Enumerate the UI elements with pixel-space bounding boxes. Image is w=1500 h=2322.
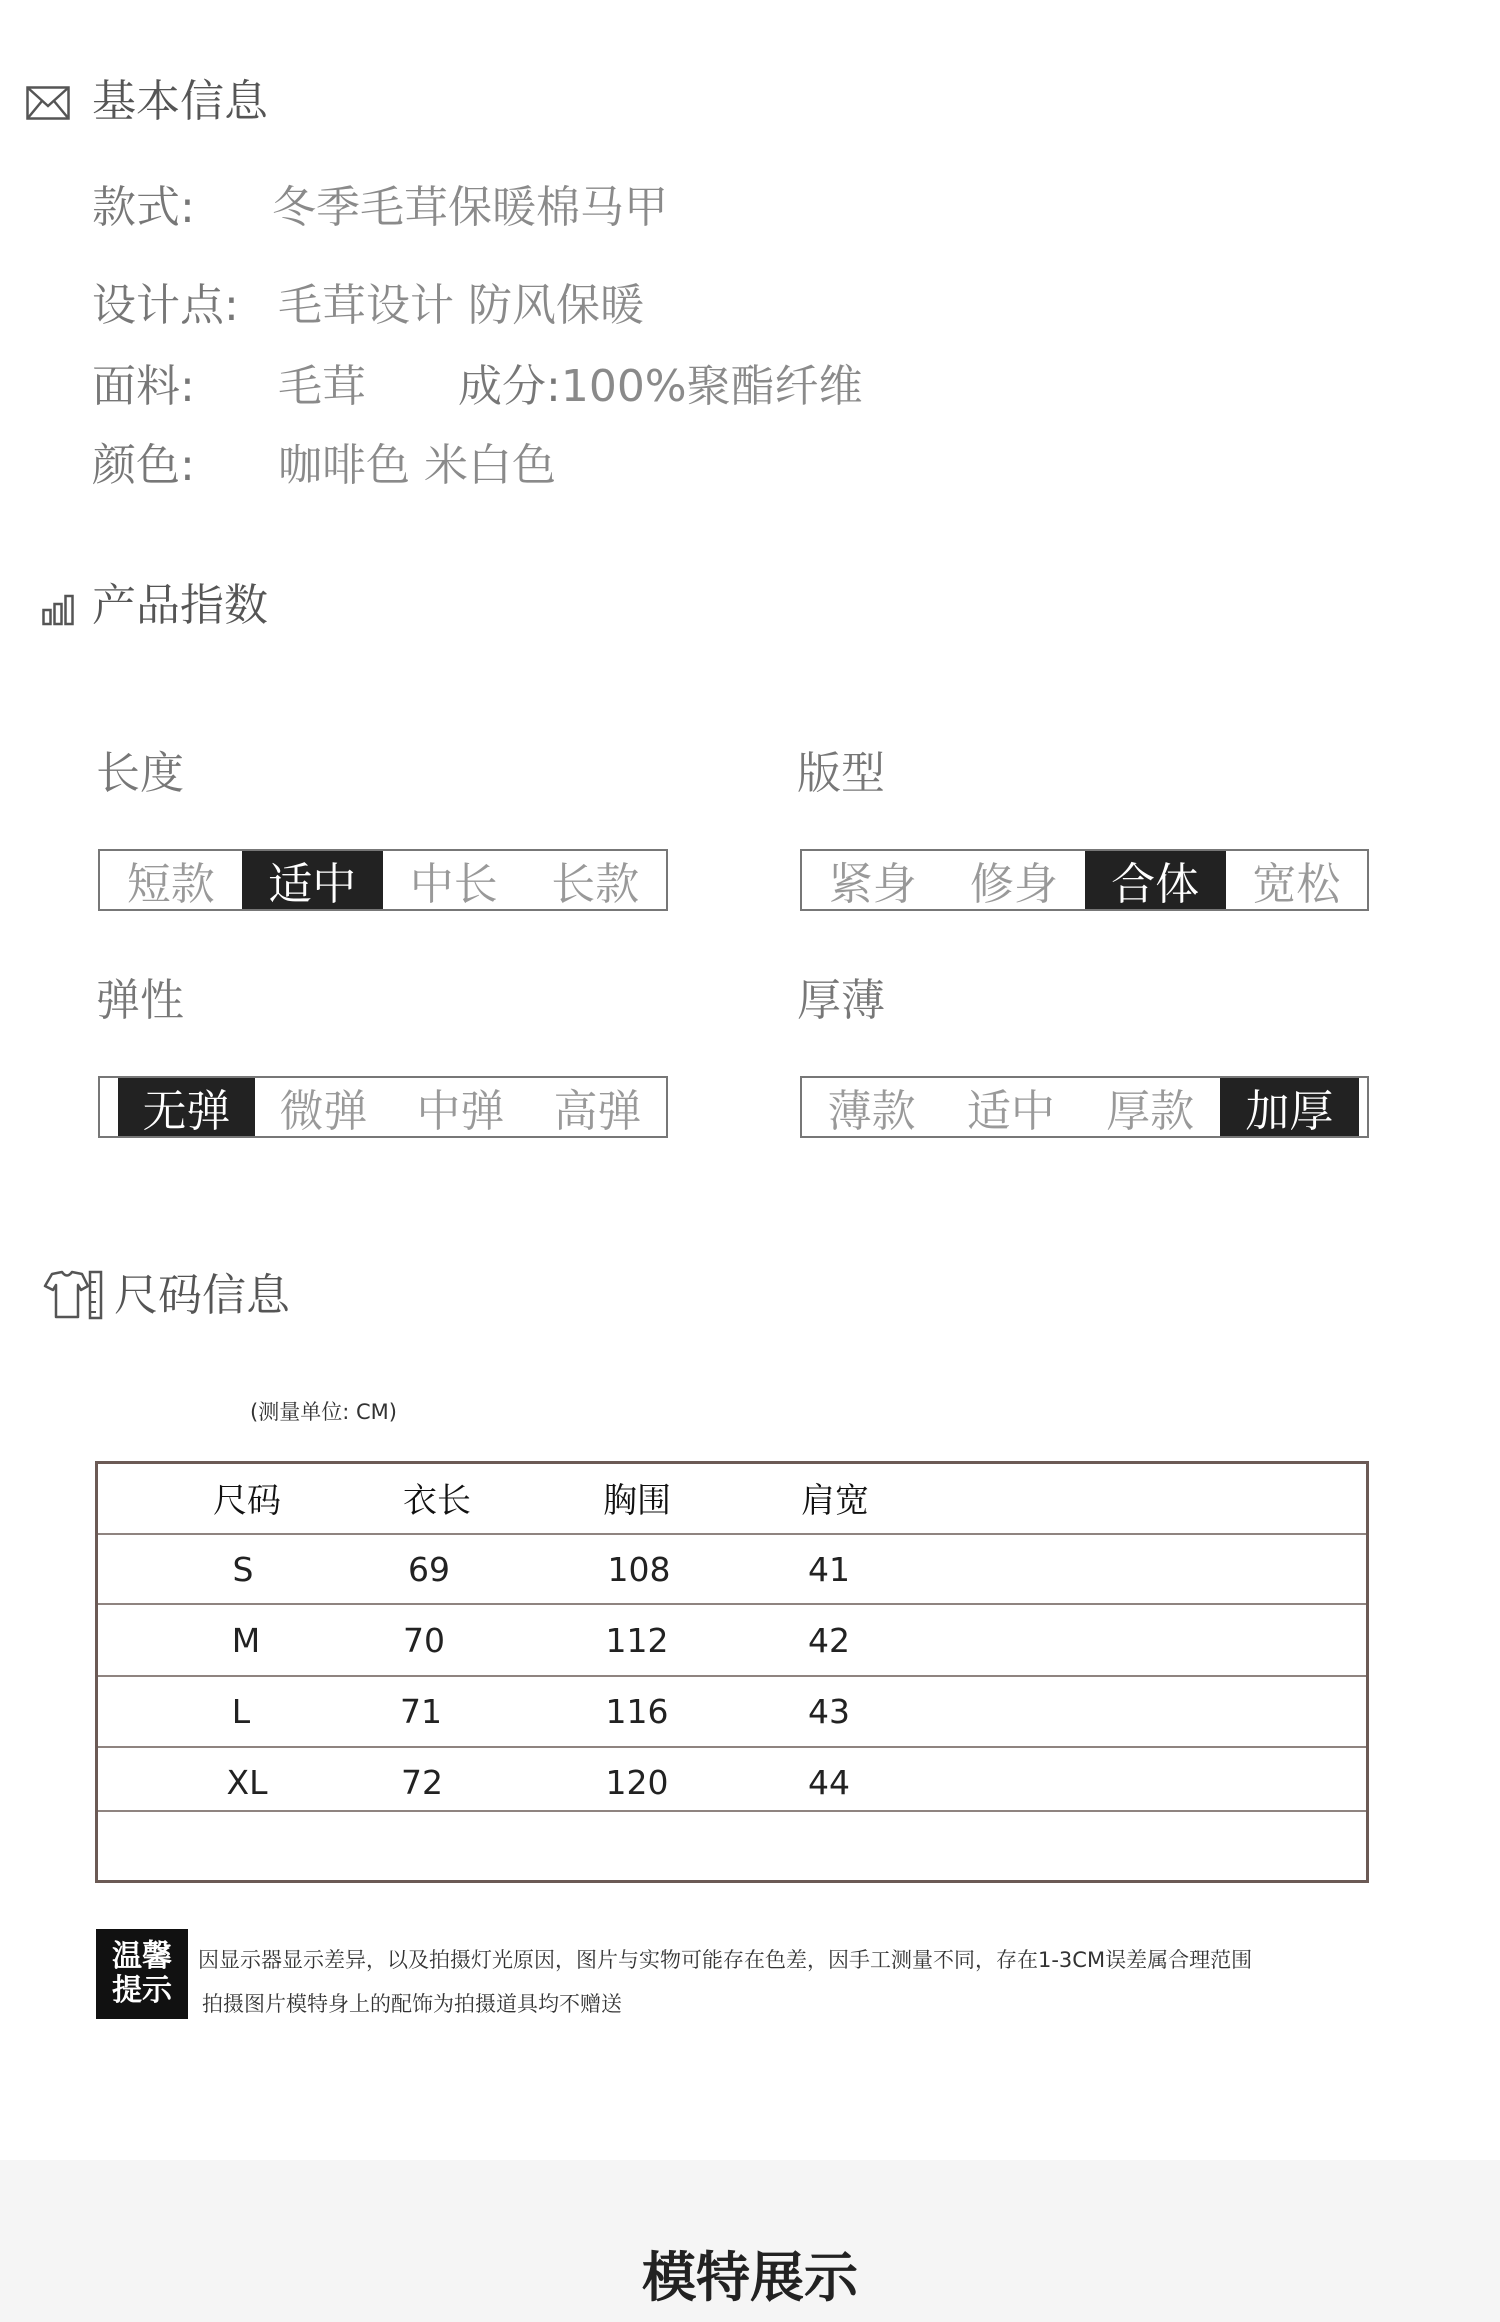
table-cell: S: [232, 1550, 254, 1589]
column-header-chest: 胸围: [603, 1481, 671, 1521]
composition-wrap: [458, 361, 863, 412]
fit-option-2: 合体: [1085, 851, 1226, 909]
color-value-wrap: [278, 440, 556, 491]
tshirt-ruler-icon: [40, 1270, 104, 1320]
color-value: 咖啡色 米白色: [278, 440, 556, 491]
table-divider: [98, 1603, 1366, 1605]
thickness-scale: [800, 1076, 1369, 1138]
envelope-icon: [26, 86, 70, 120]
color-label: 颜色:: [92, 440, 195, 491]
design-value: 毛茸设计 防风保暖: [278, 280, 644, 331]
column-header-shoulder: 肩宽: [801, 1481, 869, 1521]
fit-scale: [800, 849, 1369, 911]
model-section-title: 模特展示: [642, 2246, 858, 2309]
composition-value: 100%聚酯纤维: [560, 361, 863, 412]
size-info-title: 尺码信息: [114, 1270, 290, 1321]
elasticity-option-1: 微弹: [279, 1086, 368, 1137]
length-label: 长度: [96, 748, 184, 799]
fit-option-1: 修身: [969, 859, 1058, 910]
elasticity-scale: [98, 1076, 668, 1138]
thickness-label: 厚薄: [797, 975, 885, 1026]
length-option-1: 适中: [242, 851, 384, 909]
basic-info-title: 基本信息: [92, 76, 268, 127]
length-scale: [98, 849, 668, 911]
elasticity-label: 弹性: [96, 975, 184, 1026]
table-divider: [98, 1746, 1366, 1748]
tip-badge-line1: 温馨: [112, 1938, 172, 1974]
thickness-option-1: 适中: [966, 1086, 1055, 1137]
table-divider: [98, 1533, 1366, 1535]
fabric-value: 毛茸: [278, 361, 366, 412]
tip-badge: [96, 1929, 188, 2019]
product-index-title: 产品指数: [92, 580, 268, 631]
fabric-value-wrap: [278, 361, 366, 412]
elasticity-option-0: 无弹: [118, 1078, 255, 1136]
elasticity-option-3: 高弹: [553, 1086, 642, 1137]
style-label: 款式:: [92, 182, 195, 233]
table-cell: 116: [605, 1692, 669, 1731]
design-value-wrap: [278, 280, 644, 331]
fabric-label: 面料:: [92, 361, 195, 412]
table-cell: 44: [808, 1763, 850, 1802]
tip-badge-line2: 提示: [112, 1973, 172, 2008]
composition-label: 成分:: [458, 361, 561, 412]
design-row: [92, 280, 239, 331]
unit-note: (测量单位: CM): [250, 1400, 397, 1424]
thickness-option-0: 薄款: [827, 1086, 916, 1137]
style-value-wrap: [272, 182, 668, 233]
table-divider: [98, 1675, 1366, 1677]
thickness-option-2: 厚款: [1106, 1086, 1195, 1137]
style-value: 冬季毛茸保暖棉马甲: [272, 182, 668, 233]
table-cell: 70: [403, 1621, 445, 1660]
thickness-option-3: 加厚: [1220, 1078, 1359, 1136]
elasticity-option-2: 中弹: [416, 1086, 505, 1137]
table-divider: [98, 1810, 1366, 1812]
bar-chart-icon: [42, 594, 76, 626]
table-cell: M: [231, 1621, 261, 1660]
design-label: 设计点:: [92, 280, 239, 331]
fabric-row: [92, 361, 195, 412]
table-cell: 112: [605, 1621, 669, 1660]
table-cell: 43: [808, 1692, 850, 1731]
table-cell: XL: [226, 1763, 268, 1802]
table-cell: L: [231, 1692, 251, 1731]
column-header-size: 尺码: [213, 1481, 281, 1521]
fit-label: 版型: [797, 748, 885, 799]
style-row: [92, 182, 195, 233]
color-row: [92, 440, 195, 491]
column-header-length: 衣长: [403, 1481, 471, 1521]
table-cell: 72: [401, 1763, 443, 1802]
table-cell: 120: [605, 1763, 669, 1802]
table-cell: 41: [808, 1550, 850, 1589]
table-cell: 69: [408, 1550, 450, 1589]
fit-option-3: 宽松: [1252, 859, 1341, 910]
length-option-2: 中长: [409, 859, 498, 910]
size-table: [95, 1461, 1369, 1883]
tip-text-line1: 因显示器显示差异，以及拍摄灯光原因，图片与实物可能存在色差，因手工测量不同，存在1-3CM误差属合理范围: [198, 1948, 1253, 1972]
tip-text-line2: 拍摄图片模特身上的配饰为拍摄道具均不赠送: [202, 1992, 622, 2016]
length-option-3: 长款: [551, 859, 640, 910]
fit-option-0: 紧身: [828, 859, 917, 910]
table-cell: 42: [808, 1621, 850, 1660]
table-cell: 108: [607, 1550, 671, 1589]
table-cell: 71: [400, 1692, 442, 1731]
length-option-0: 短款: [126, 859, 215, 910]
